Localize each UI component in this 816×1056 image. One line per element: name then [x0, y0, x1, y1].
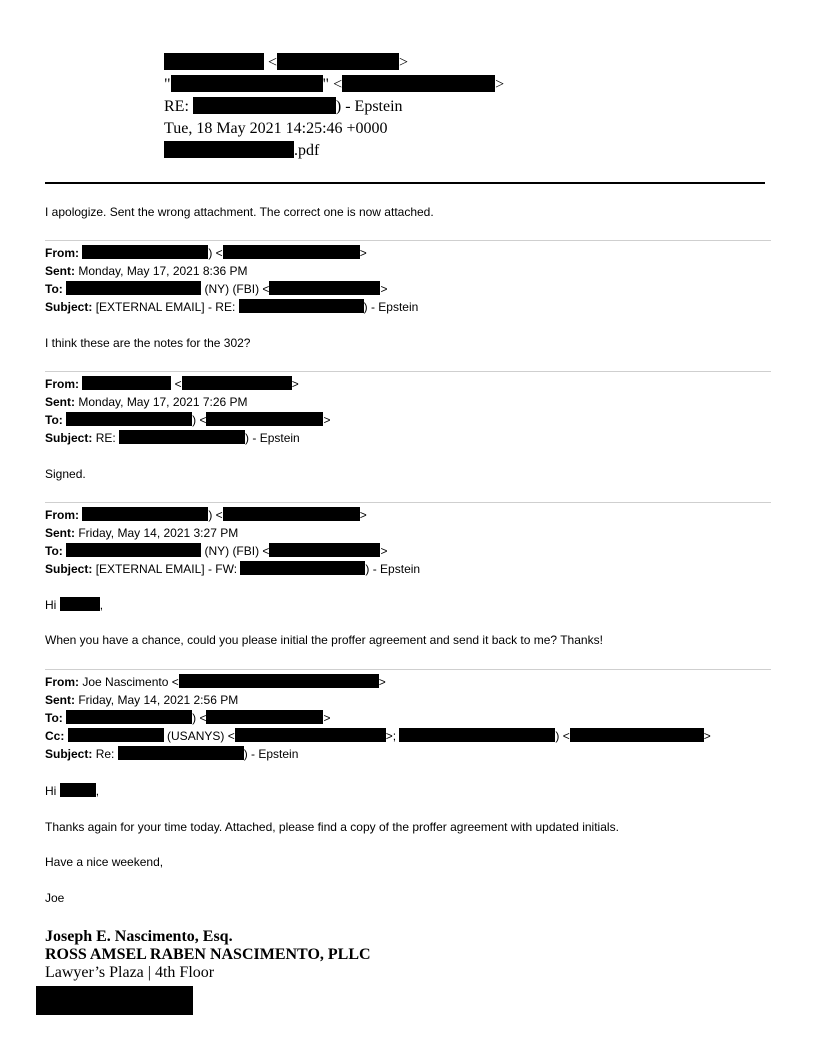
quote-body: When you have a chance, could you please initial the proffer agreement and send it back to me? Thanks!: [45, 633, 603, 647]
header-date-value: Tue, 18 May 2021 14:25:46 +0000: [164, 120, 388, 137]
quote-subject-row: Subject: RE: ) - Epstein: [45, 431, 300, 445]
attachment-name[interactable]: .pdf: [294, 142, 320, 159]
redaction: [277, 53, 399, 70]
quote-from-row: From: ) < >: [45, 246, 367, 260]
quote-from-row: From: < >: [45, 377, 299, 391]
quote-body: Thanks again for your time today. Attached, please find a copy of the proffer agreement with updated initials.: [45, 820, 619, 834]
quote-separator: [45, 669, 771, 670]
quote-sent-value: Monday, May 17, 2021 8:36 PM: [78, 264, 248, 278]
quote-subject-row: Subject: [EXTERNAL EMAIL] - FW: ) - Epstein: [45, 562, 421, 576]
signature-name: Joseph E. Nascimento, Esq.: [45, 928, 233, 945]
redaction: [171, 75, 323, 92]
quote-sent-value: Friday, May 14, 2021 2:56 PM: [78, 693, 239, 707]
quote-to-row: To: (NY) (FBI) < >: [45, 544, 388, 558]
quote-body: Signed.: [45, 467, 86, 481]
quote-sent-row: Sent: Monday, May 17, 2021 7:26 PM: [45, 395, 248, 409]
header-divider: [45, 182, 765, 184]
redaction: [36, 986, 193, 1015]
quote-sent-row: Sent: Monday, May 17, 2021 8:36 PM: [45, 264, 248, 278]
quote-separator: [45, 371, 771, 372]
quote-sent-row: Sent: Friday, May 14, 2021 2:56 PM: [45, 693, 239, 707]
header-subject-suffix: ) - Epstein: [335, 98, 403, 115]
quote-signoff: Joe: [45, 891, 65, 905]
quote-separator: [45, 240, 771, 241]
quote-from-row: From: Joe Nascimento < >: [45, 675, 386, 689]
quote-body: I think these are the notes for the 302?: [45, 336, 251, 350]
signature-address: Lawyer’s Plaza | 4th Floor: [45, 964, 215, 981]
quote-greeting: Hi ,: [45, 784, 100, 798]
quote-sent-value: Friday, May 14, 2021 3:27 PM: [78, 526, 239, 540]
quote-sent-row: Sent: Friday, May 14, 2021 3:27 PM: [45, 526, 239, 540]
redaction: [193, 97, 336, 114]
redaction: [164, 141, 294, 158]
header-subject-prefix: RE:: [164, 98, 189, 115]
redaction: [342, 75, 495, 92]
redaction: [164, 53, 264, 70]
quote-to-row: To: (NY) (FBI) < >: [45, 282, 388, 296]
quote-cc-row: Cc: (USANYS) < >; ) < >: [45, 729, 711, 743]
quote-closing: Have a nice weekend,: [45, 855, 164, 869]
reply-text: I apologize. Sent the wrong attachment. The correct one is now attached.: [45, 205, 434, 219]
quote-to-row: To: ) < >: [45, 413, 331, 427]
quote-to-row: To: ) < >: [45, 711, 331, 725]
quote-subject-row: Subject: [EXTERNAL EMAIL] - RE: ) - Epstein: [45, 300, 419, 314]
quote-separator: [45, 502, 771, 503]
quote-sent-value: Monday, May 17, 2021 7:26 PM: [78, 395, 248, 409]
quote-greeting: Hi ,: [45, 598, 104, 612]
quote-subject-row: Subject: Re: ) - Epstein: [45, 747, 299, 761]
quote-from-row: From: ) < >: [45, 508, 367, 522]
signature-firm: ROSS AMSEL RABEN NASCIMENTO, PLLC: [45, 946, 371, 963]
